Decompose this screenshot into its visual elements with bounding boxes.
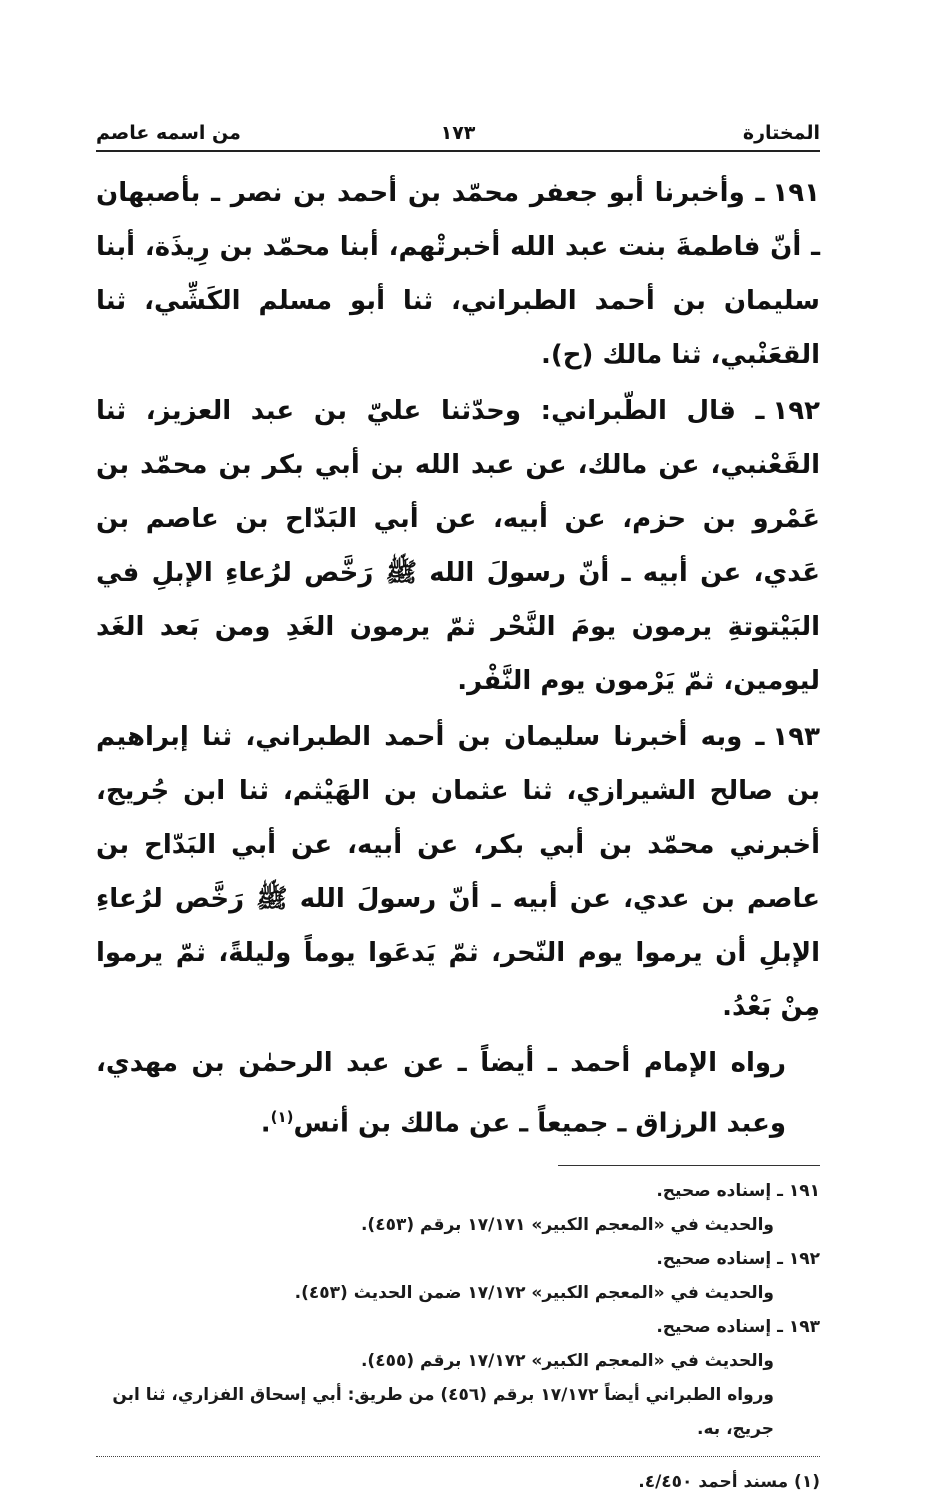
hadith-number: ١٩٢ (772, 396, 820, 426)
hadith-paragraph (96, 166, 820, 382)
narration-end: . (260, 1108, 271, 1139)
note-number: ١٩٣ (788, 1316, 820, 1337)
footnote-ref: (١) (270, 1108, 294, 1126)
note-number: ١٩١ (788, 1180, 820, 1201)
note-line: والحديث في «المعجم الكبير» ١٧/١٧١ برقم (٤٥٣). (360, 1214, 774, 1235)
chapter-title: من اسمه عاصم (96, 122, 241, 144)
note-text: ـ إسناده صحيح. (656, 1316, 783, 1337)
footnote-text: (١) مسند أحمد ٤/٤٥٠. (638, 1471, 820, 1492)
note-line (96, 1242, 820, 1276)
footnote-divider (96, 1456, 820, 1457)
footnote (96, 1465, 820, 1499)
page-number: ١٧٣ (440, 122, 476, 144)
narration-text: رواه الإمام أحمد ـ أيضاً ـ عن عبد الرحمٰن بن مهدي، وعبد الرزاق ـ جميعاً ـ عن مالك بن أنس (96, 1048, 786, 1139)
note-line: والحديث في «المعجم الكبير» ١٧/١٧٢ برقم (٤٥٥). (360, 1350, 774, 1371)
book-title: المختارة (742, 122, 820, 144)
note-line (96, 1174, 820, 1208)
hadith-paragraph (96, 384, 820, 708)
note-text: ـ إسناده صحيح. (656, 1180, 783, 1201)
note-line: ورواه الطبراني أيضاً ١٧/١٧٢ برقم (٤٥٦) من طريق: أبي إسحاق الفزاري، ثنا ابن جريج، به. (112, 1384, 774, 1439)
note-line: والحديث في «المعجم الكبير» ١٧/١٧٢ ضمن الحديث (٤٥٣). (294, 1282, 774, 1303)
hadith-paragraph (96, 710, 820, 1034)
hadith-number: ١٩٣ (772, 722, 820, 752)
notes-divider (558, 1165, 820, 1166)
narration-paragraph (96, 1036, 820, 1151)
hadith-text: ـ وبه أخبرنا سليمان بن أحمد الطبراني، ثنا إبراهيم بن صالح الشيرازي، ثنا عثمان بن الهَيْثم، ثنا ابن جُريج، أخبرني محمّد بن أبي بكر، عن أبيه، عن أبي البَدّاح بن عاصم بن عدي، عن أبيه ـ أنّ رسولَ الله ﷺ رَخَّص لرُعاءِ الإبلِ أن يرموا يوم النّحر، ثمّ يَدعَوا يوماً وليلةً، ثمّ يرموا مِنْ بَعْدُ. (96, 722, 820, 1022)
note-number: ١٩٢ (788, 1248, 820, 1269)
note-line (96, 1310, 820, 1344)
main-text (96, 166, 820, 1151)
hadith-number: ١٩١ (772, 178, 820, 208)
page (96, 112, 820, 1499)
running-head (96, 112, 820, 152)
note-text: ـ إسناده صحيح. (656, 1248, 783, 1269)
notes-section (96, 1174, 820, 1446)
hadith-text: ـ قال الطّبراني: وحدّثنا عليّ بن عبد العزيز، ثنا القَعْنبي، عن مالك، عن عبد الله بن أبي بكر بن محمّد بن عَمْرو بن حزم، عن أبيه، عن أبي البَدّاح بن عاصم بن عَدي، عن أبيه ـ أنّ رسولَ الله ﷺ رَخَّص لرُعاءِ الإبلِ في البَيْتوتةِ يرمون يومَ النَّحْر ثمّ يرمون الغَدِ ومن بَعد الغَد ليومين، ثمّ يَرْمون يوم النَّفْر. (96, 396, 820, 696)
hadith-text: ـ وأخبرنا أبو جعفر محمّد بن أحمد بن نصر ـ بأصبهان ـ أنّ فاطمةَ بنت عبد الله أخبرتْهم، أبنا محمّد بن رِيذَة، أبنا سليمان بن أحمد الطبراني، ثنا أبو مسلم الكَشِّي، ثنا القعَنْبي، ثنا مالك (ح). (96, 178, 820, 370)
